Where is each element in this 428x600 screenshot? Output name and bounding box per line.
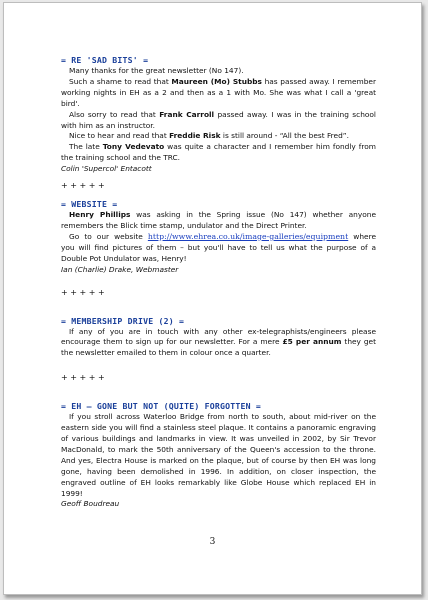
person-name: Henry Phillips xyxy=(69,210,131,220)
paragraph: Also sorry to read that Frank Carroll passed away. I was in the training school with him as an instructor. xyxy=(61,109,376,130)
person-name: Frank Carroll xyxy=(159,109,215,119)
separator: + + + + + xyxy=(61,181,105,191)
signature: Geoff Boudreau xyxy=(61,499,120,509)
person-name: Maureen (Mo) Stubbs xyxy=(171,76,262,86)
section-heading: = MEMBERSHIP DRIVE (2) = xyxy=(61,315,185,326)
separator: + + + + + xyxy=(61,373,105,383)
separator: + + + + + xyxy=(61,287,105,297)
section-heading: = RE 'SAD BITS' = xyxy=(61,55,149,65)
signature: Ian (Charlie) Drake, Webmaster xyxy=(61,264,179,274)
paragraph: Such a shame to read that Maureen (Mo) Stubbs has passed away. I remember working nights in EH as a 2 and then as a 1 with Mo. She was what I call a 'great bird'. xyxy=(61,76,376,108)
person-name: Freddie Risk xyxy=(169,131,221,141)
section-website xyxy=(61,199,376,275)
paragraph: If you stroll across Waterloo Bridge from north to south, about mid-river on the eastern side you will find a stainless steel plaque. It contains a panoramic engraving of various buildings and landmarks in view. It was unveiled in 2002, by Sir Trevor MacDonald, to mark the 50th anniversary of the Queen's accession to the throne. And yes, Electra House is marked on the plaque, but of course by then EH was long gone, having been demolished in 1996. In addition, on closer inspection, the engraved outline of EH looks remarkably like Globe House which replaced EH in 1999! xyxy=(61,412,376,498)
paragraph: Henry Phillips was asking in the Spring issue (No 147) whether anyone remembers the Blick time stamp, undulator and the Direct Printer. xyxy=(61,210,376,230)
paragraph: Nice to hear and read that Freddie Risk is still around - “All the best Fred”. xyxy=(69,131,349,141)
section-heading: = EH – GONE BUT NOT (QUITE) FORGOTTEN = xyxy=(61,401,262,412)
paragraph: Many thanks for the great newsletter (No 147). xyxy=(69,66,244,75)
website-link[interactable]: http://www.ehrea.co.uk/image-galleries/equipment xyxy=(147,231,349,241)
signature: Colin 'Supercol' Entacott xyxy=(61,164,152,174)
price-text: £5 per annum xyxy=(282,337,342,347)
document-page xyxy=(3,2,422,595)
section-re-sad-bits xyxy=(61,55,376,175)
section-membership-drive xyxy=(61,316,376,360)
section-heading: = WEBSITE = xyxy=(61,199,118,210)
paragraph: If any of you are in touch with any other ex-telegraphists/engineers please encourage them to sign up for our newsletter. For a mere £5 per annum they get the newsletter emailed to them in colour once a quarter. xyxy=(61,326,376,358)
section-eh-gone xyxy=(61,401,376,510)
page-number: 3 xyxy=(209,537,216,547)
page-content xyxy=(61,55,376,510)
paragraph: Go to our website http://www.ehrea.co.uk/image-galleries/equipment where you will find pictures of them – but you'll have to tell us what the purpose of a Double Pot Undulator was, Henry! xyxy=(61,231,376,263)
person-name: Tony Vedevato xyxy=(102,142,165,152)
paragraph: The late Tony Vedevato was quite a character and I remember him fondly from the training school and the TRC. xyxy=(61,142,376,163)
